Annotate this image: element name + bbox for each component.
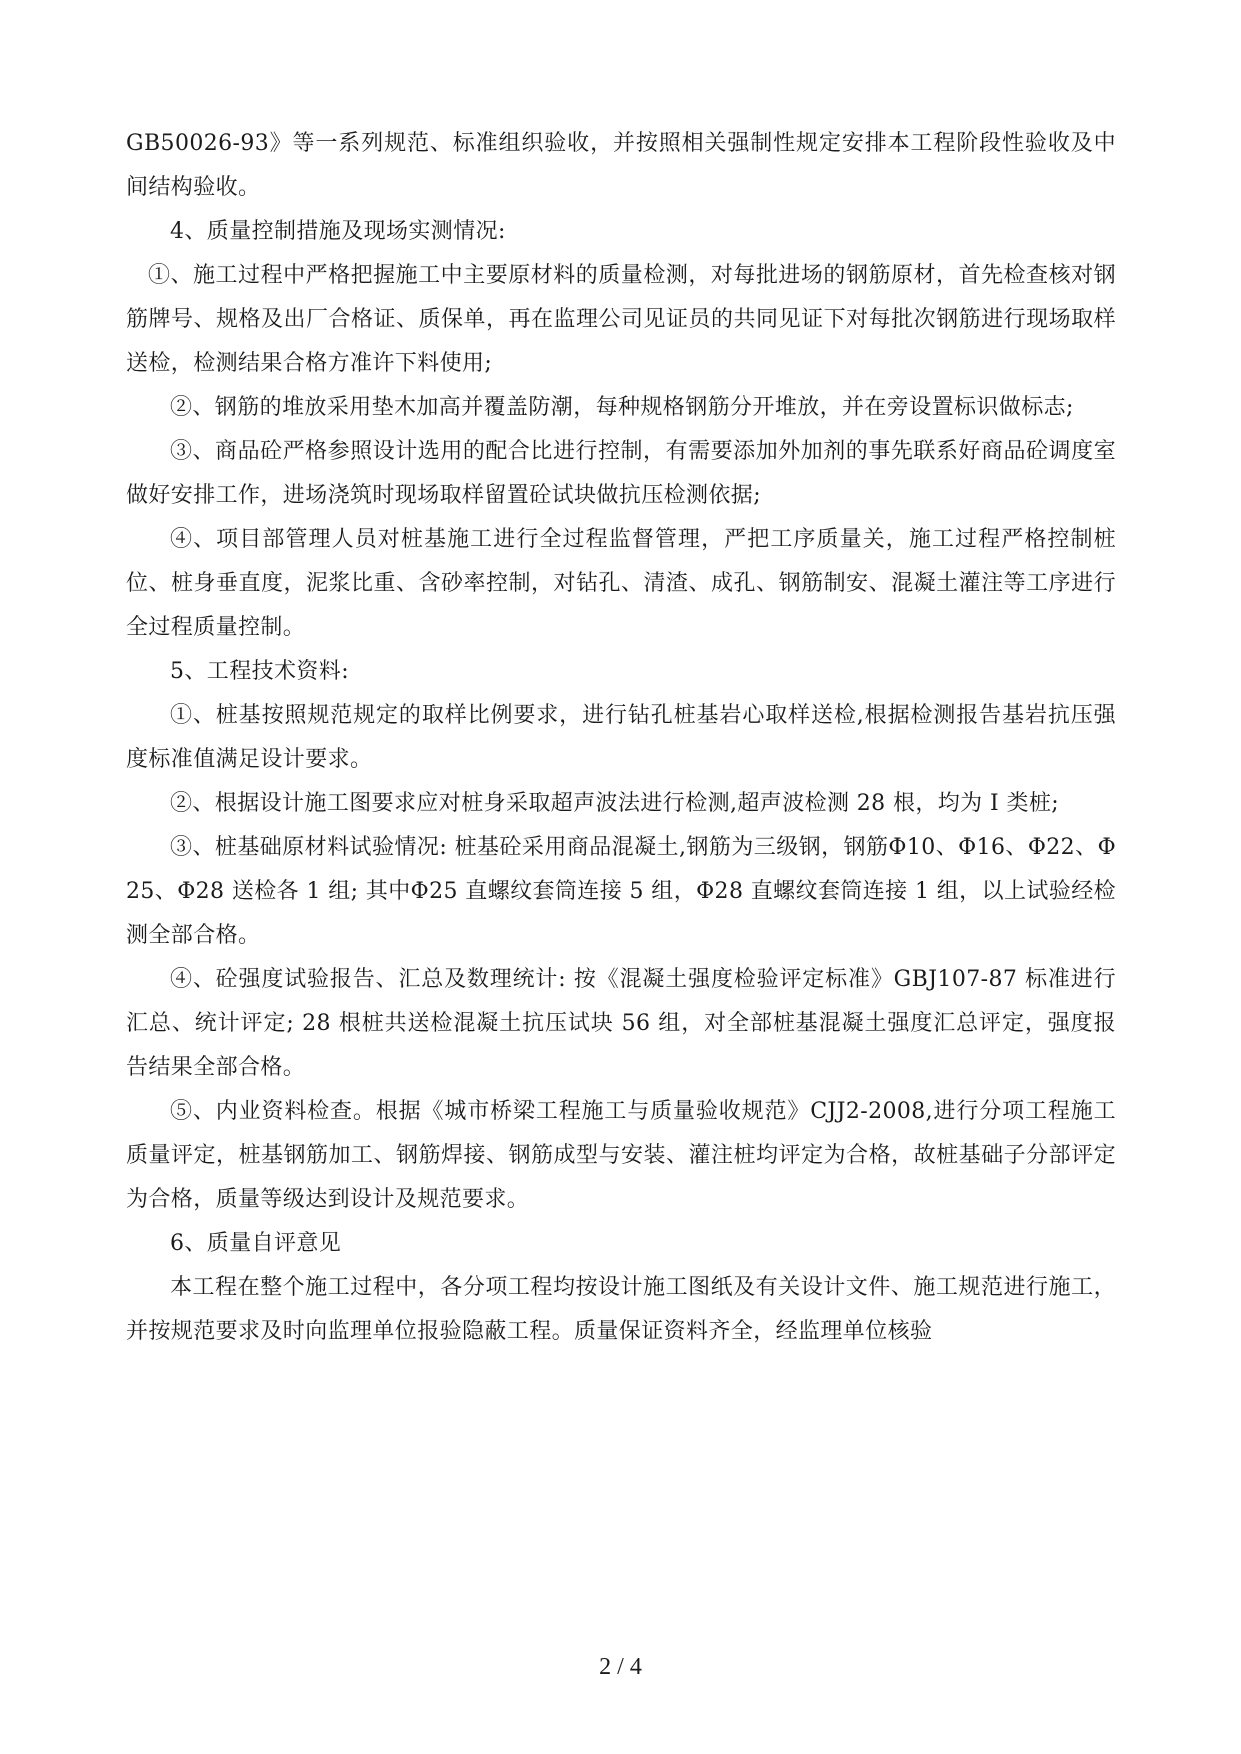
page-number: 2 / 4: [599, 1654, 642, 1680]
document-body: [126, 122, 1116, 1354]
paragraph-standards-continuation: GB50026-93》等一系列规范、标准组织验收，并按照相关强制性规定安排本工程阶段性验收及中间结构验收。: [126, 131, 1116, 200]
paragraph-self-assessment: 本工程在整个施工过程中，各分项工程均按设计施工图纸及有关设计文件、施工规范进行施工，并按规范要求及时向监理单位报验隐蔽工程。质量保证资料齐全，经监理单位核验: [126, 1275, 1116, 1344]
paragraph-pile-supervision: ④、项目部管理人员对桩基施工进行全过程监督管理，严把工序质量关，施工过程严格控制桩位、桩身垂直度，泥浆比重、含砂率控制，对钻孔、清渣、成孔、钢筋制安、混凝土灌注等工序进行全过程质量控制。: [126, 527, 1116, 640]
heading-self-assessment: 6、质量自评意见: [170, 1231, 342, 1256]
heading-quality-control: 4、质量控制措施及现场实测情况:: [170, 219, 506, 244]
paragraph-raw-material-testing: ①、施工过程中严格把握施工中主要原材料的质量检测，对每批进场的钢筋原材，首先检查核对钢筋牌号、规格及出厂合格证、质保单，再在监理公司见证员的共同见证下对每批次钢筋进行现场取样送检，检测结果合格方准许下料使用;: [126, 263, 1116, 376]
paragraph-rebar-storage: ②、钢筋的堆放采用垫木加高并覆盖防潮，每种规格钢筋分开堆放，并在旁设置标识做标志;: [170, 395, 1074, 420]
heading-technical-data: 5、工程技术资料:: [170, 659, 350, 684]
paragraph-concrete-mix: ③、商品砼严格参照设计选用的配合比进行控制，有需要添加外加剂的事先联系好商品砼调度室做好安排工作，进场浇筑时现场取样留置砼试块做抗压检测依据;: [126, 439, 1116, 508]
paragraph-material-tests: ③、桩基础原材料试验情况: 桩基砼采用商品混凝土,钢筋为三级钢，钢筋Φ10、Φ16、Φ22、Φ25、Φ28 送检各 1 组; 其中Φ25 直螺纹套筒连接 5 组，Φ28 直螺纹套筒连接 1 组，以上试验经检测全部合格。: [126, 835, 1116, 948]
paragraph-core-sampling: ①、桩基按照规范规定的取样比例要求，进行钻孔桩基岩心取样送检,根据检测报告基岩抗压强度标准值满足设计要求。: [126, 703, 1116, 772]
paragraph-strength-reports: ④、砼强度试验报告、汇总及数理统计: 按《混凝土强度检验评定标准》GBJ107-87 标准进行汇总、统计评定; 28 根桩共送检混凝土抗压试块 56 组，对全部桩基混凝土强度汇总评定，强度报告结果全部合格。: [126, 967, 1116, 1080]
paragraph-ultrasonic-testing: ②、根据设计施工图要求应对桩身采取超声波法进行检测,超声波检测 28 根，均为 I 类桩;: [170, 791, 1060, 816]
paragraph-internal-records: ⑤、内业资料检查。根据《城市桥梁工程施工与质量验收规范》CJJ2-2008,进行分项工程施工质量评定，桩基钢筋加工、钢筋焊接、钢筋成型与安装、灌注桩均评定为合格，故桩基础子分部评定为合格，质量等级达到设计及规范要求。: [126, 1099, 1116, 1212]
